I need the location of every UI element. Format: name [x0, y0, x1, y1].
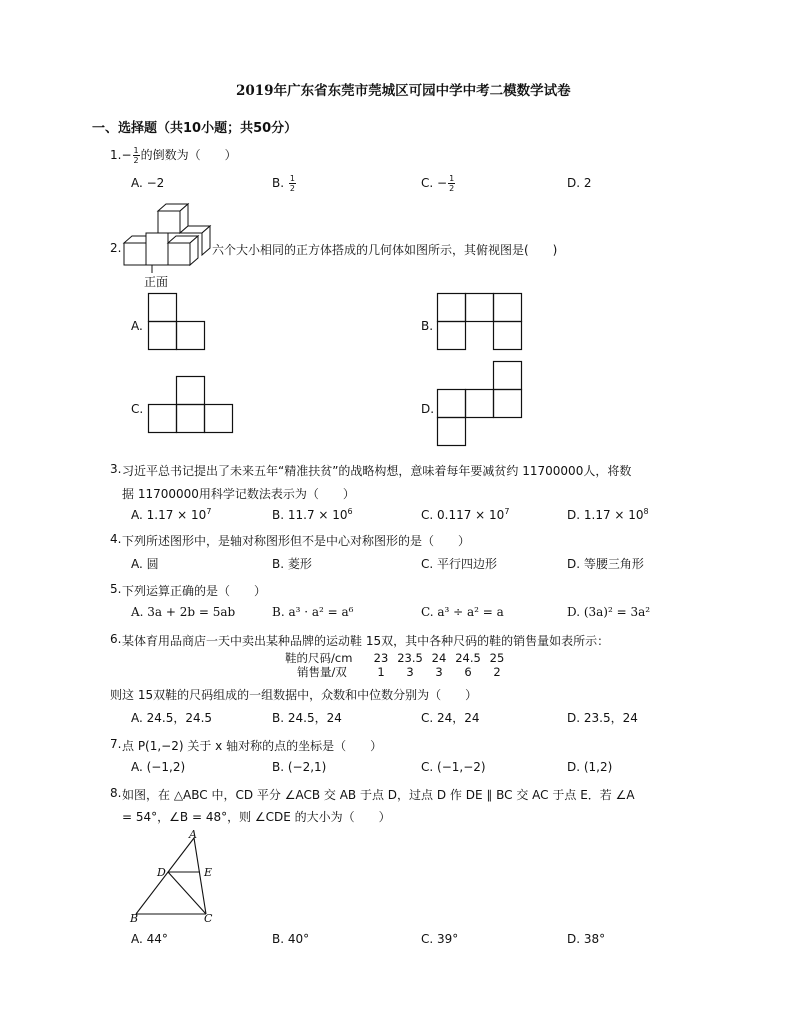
question-text: 的倒数为（ ）	[140, 148, 237, 162]
question-number: 5.	[110, 582, 122, 596]
q7-option-b[interactable]: B. (−2,1)	[272, 760, 327, 774]
vertex-label-d: D	[157, 866, 166, 879]
table-cell: 25	[489, 651, 505, 665]
table-cell: 24	[431, 651, 447, 665]
q3-option-d[interactable]	[567, 507, 649, 522]
q8-option-d[interactable]: D. 38°	[567, 932, 606, 946]
minus-sign: −	[121, 148, 132, 162]
table-cell: 24.5	[455, 651, 481, 665]
option-label: B.	[272, 176, 285, 190]
question-text-cont: 则这 15双鞋的尺码组成的一组数据中，众数和中位数分别为（ ）	[110, 688, 478, 702]
question-number: 2.	[110, 241, 122, 255]
vertex-label-c: C	[204, 912, 213, 925]
question-text: 某体育用品商店一天中卖出某种品牌的运动鞋 15双，其中各种尺码的鞋的销售量如表所示：	[122, 634, 610, 648]
q8-option-b[interactable]: B. 40°	[272, 932, 310, 946]
page-title: 2019年广东省东莞市莞城区可园中学中考二模数学试卷	[236, 83, 571, 99]
q2-option-d[interactable]: D.	[421, 402, 435, 416]
q1-option-c[interactable]	[421, 174, 456, 193]
question-number: 6.	[110, 632, 122, 646]
front-label: 正面	[144, 275, 169, 289]
table-row	[285, 665, 509, 679]
table-cell: 6	[464, 665, 472, 679]
fraction	[448, 174, 455, 193]
question-text: 下列运算正确的是（ ）	[122, 584, 267, 598]
q2-option-b[interactable]: B.	[421, 319, 434, 333]
question-text: 习近平总书记提出了未来五年“精准扶贫”的战略构想，意味着每年要减贫约 11700000人，将数	[122, 464, 632, 478]
table-cell: 3	[435, 665, 443, 679]
vertex-label-b: B	[130, 912, 139, 925]
exponent: 7	[206, 507, 212, 516]
question-text-cont: 据 11700000用科学记数法表示为（ ）	[122, 487, 355, 501]
cube-figure	[122, 203, 217, 273]
table-row-label: 鞋的尺码/cm	[285, 651, 353, 665]
fraction-numerator: 1	[133, 146, 139, 155]
q6-option-c[interactable]: C. 24，24	[421, 711, 480, 725]
option-text: D. 1.17 × 10	[567, 508, 644, 522]
q8-option-a[interactable]: A. 44°	[131, 932, 168, 946]
question-number: 3.	[110, 462, 122, 476]
exponent: 8	[643, 507, 649, 516]
fraction-numerator: 1	[449, 174, 455, 183]
q7-option-a[interactable]: A. (−1,2)	[131, 760, 186, 774]
option-text: A. 1.17 × 10	[131, 508, 207, 522]
q6-option-b[interactable]: B. 24.5，24	[272, 711, 342, 725]
q6-option-a[interactable]: A. 24.5，24.5	[131, 711, 213, 725]
option-text: B. 11.7 × 10	[272, 508, 348, 522]
q6-option-d[interactable]: D. 23.5，24	[567, 711, 638, 725]
q2-option-a-figure[interactable]	[148, 293, 206, 351]
option-label: C. −	[421, 176, 448, 190]
question-text: 六个大小相同的正方体搭成的几何体如图所示，其俯视图是( )	[212, 243, 558, 257]
q1-option-a[interactable]: A. −2	[131, 176, 165, 190]
table-row	[285, 651, 509, 665]
fraction-denominator: 2	[133, 156, 139, 165]
fraction-denominator: 2	[289, 184, 295, 193]
q1-option-b[interactable]	[272, 174, 297, 193]
exponent: 6	[347, 507, 353, 516]
fraction	[289, 174, 296, 193]
q7-option-d[interactable]: D. (1,2)	[567, 760, 613, 774]
table-cell: 1	[377, 665, 385, 679]
q4-option-c[interactable]: C. 平行四边形	[421, 557, 498, 571]
question-number: 4.	[110, 532, 122, 546]
q7-option-c[interactable]: C. (−1,−2)	[421, 760, 486, 774]
q1-option-d[interactable]: D. 2	[567, 176, 592, 190]
size-table	[285, 651, 509, 679]
table-cell: 3	[406, 665, 414, 679]
q3-option-a[interactable]	[131, 507, 211, 522]
question-1	[110, 146, 237, 165]
question-text: 下列所述图形中，是轴对称图形但不是中心对称图形的是（ ）	[122, 534, 471, 548]
q3-option-b[interactable]	[272, 507, 353, 522]
question-number: 7.	[110, 737, 122, 751]
question-number: 8.	[110, 786, 122, 800]
q2-option-c-figure[interactable]	[148, 376, 234, 434]
q8-option-c[interactable]: C. 39°	[421, 932, 459, 946]
vertex-label-e: E	[204, 866, 213, 879]
exponent: 7	[504, 507, 510, 516]
table-cell: 23	[373, 651, 389, 665]
q2-option-b-figure[interactable]	[437, 293, 523, 351]
q2-option-a[interactable]: A.	[131, 319, 143, 333]
table-cell: 23.5	[397, 651, 423, 665]
vertex-label-a: A	[189, 828, 197, 841]
fraction-numerator: 1	[289, 174, 295, 183]
question-text-cont: = 54°，∠B = 48°，则 ∠CDE 的大小为（ ）	[122, 810, 391, 824]
table-cell: 2	[493, 665, 501, 679]
question-text: 如图，在 △ABC 中，CD 平分 ∠ACB 交 AB 于点 D，过点 D 作 DE ∥ BC 交 AC 于点 E．若 ∠A	[122, 788, 635, 802]
fraction-denominator: 2	[449, 184, 455, 193]
q4-option-b[interactable]: B. 菱形	[272, 557, 312, 571]
q4-option-a[interactable]: A. 圆	[131, 557, 159, 571]
section-heading: 一、选择题（共10小题；共50分）	[92, 121, 298, 136]
q5-option-a[interactable]: A. 3a + 2b = 5ab	[131, 605, 236, 619]
q5-option-c[interactable]: C. a³ ÷ a² = a	[421, 605, 504, 619]
q4-option-d[interactable]: D. 等腰三角形	[567, 557, 644, 571]
q5-option-d[interactable]: D. (3a)² = 3a²	[567, 605, 651, 619]
option-text: C. 0.117 × 10	[421, 508, 505, 522]
q2-option-d-figure[interactable]	[437, 361, 523, 447]
q2-option-c[interactable]: C.	[131, 402, 144, 416]
q3-option-c[interactable]	[421, 507, 509, 522]
q5-option-b[interactable]: B. a³ · a² = a⁶	[272, 605, 354, 619]
question-text: 点 P(1,−2) 关于 x 轴对称的点的坐标是（ ）	[122, 739, 383, 753]
table-row-label: 销售量/双	[297, 665, 347, 679]
fraction	[133, 146, 140, 165]
question-number: 1.	[110, 148, 122, 162]
